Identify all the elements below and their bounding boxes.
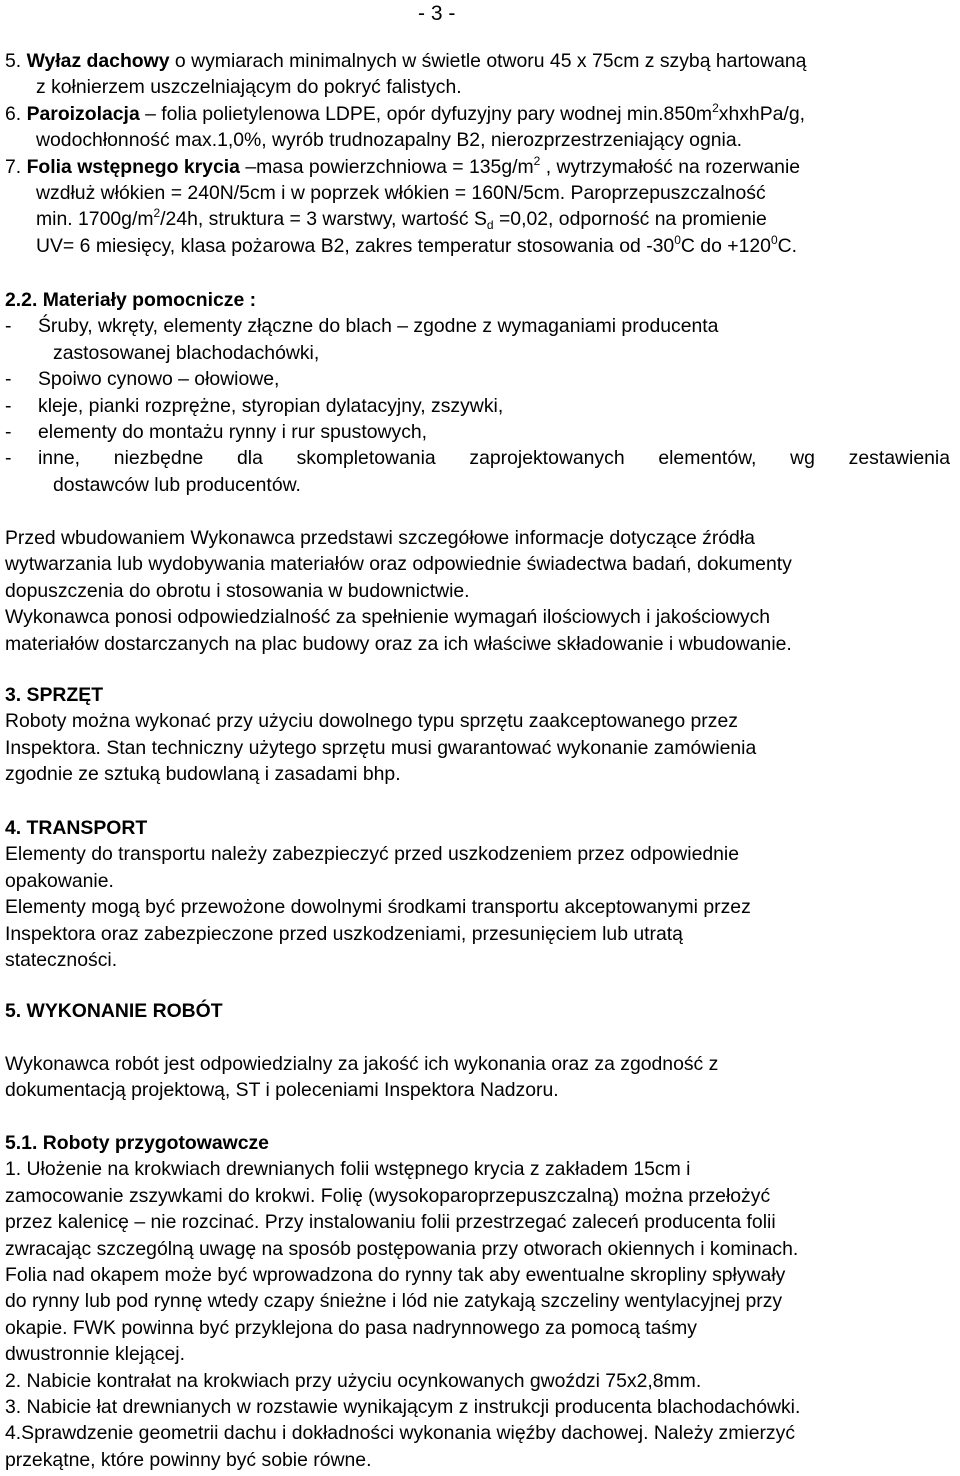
item-text: o wymiarach minimalnych w świetle otworu 45 x 75cm z szybą hartowaną bbox=[169, 50, 807, 72]
item-text: , wytrzymałość na rozerwanie bbox=[540, 155, 801, 178]
text-line: zamocowanie zszywkami do krokwi. Folię (wysokoparoprzepuszczalną) można przełożyć bbox=[5, 1184, 771, 1207]
text-line: do rynny lub pod rynnę wtedy czapy śnieżne i lód nie zatykają szczeliny wentylacyjnej przy bbox=[5, 1290, 783, 1313]
material-list bbox=[5, 48, 950, 259]
item-number: 6. bbox=[5, 102, 27, 125]
list-item-6-cont: wodochłonność max.1,0%, wyrób trudnozapalny B2, nierozprzestrzeniający ognia. bbox=[36, 129, 742, 152]
bullet-item bbox=[5, 313, 950, 339]
section-heading: 5.1. Roboty przygotowawcze bbox=[5, 1132, 269, 1154]
dash-bullet: - bbox=[5, 368, 12, 391]
superscript: 2 bbox=[153, 206, 161, 221]
dash-bullet: - bbox=[5, 394, 12, 417]
dash-bullet: - bbox=[5, 447, 12, 470]
bullet-item-cont: dostawców lub producentów. bbox=[53, 473, 301, 496]
section-transport bbox=[5, 815, 950, 973]
text-line: opakowanie. bbox=[5, 869, 114, 892]
item-number: 7. bbox=[5, 155, 27, 178]
section-works bbox=[5, 998, 950, 1024]
dash-bullet: - bbox=[5, 315, 12, 338]
bullet-item bbox=[5, 366, 950, 392]
text-line: Przed wbudowaniem Wykonawca przedstawi szczegółowe informacje dotyczące źródła bbox=[5, 527, 755, 549]
item-text: /24h, struktura = 3 warstwy, wartość S bbox=[160, 208, 487, 231]
page-number: - 3 - bbox=[418, 2, 456, 25]
text-line: Roboty można wykonać przy użyciu dowolnego typu sprzętu zaakceptowanego przez bbox=[5, 710, 738, 733]
bullet-item bbox=[5, 393, 950, 419]
bullet-text: kleje, pianki rozprężne, styropian dylatacyjny, zszywki, bbox=[38, 394, 504, 417]
text-line: przez kalenicę – nie rozcinać. Przy instalowaniu folii przestrzegać zaleceń producenta folii bbox=[5, 1211, 776, 1234]
superscript: 0 bbox=[674, 232, 681, 247]
section-heading: 4. TRANSPORT bbox=[5, 817, 148, 839]
item-text: UV= 6 miesięcy, klasa pożarowa B2, zakres temperatur stosowania od -30 bbox=[36, 234, 675, 257]
text-line: wytwarzania lub wydobywania materiałów oraz odpowiednie świadectwa badań, dokumenty bbox=[5, 553, 792, 576]
text-line: Wykonawca robót jest odpowiedzialny za jakość ich wykonania oraz za zgodność z bbox=[5, 1053, 719, 1075]
text-line: 1. Ułożenie na krokwiach drewnianych folii wstępnego krycia z zakładem 15cm i bbox=[5, 1158, 691, 1181]
text-line: 2. Nabicie kontrałat na krokwiach przy użyciu ocynkowanych gwoździ 75x2,8mm. bbox=[5, 1369, 702, 1392]
bullet-text: Śruby, wkręty, elementy złączne do blach – zgodne z wymaganiami producenta bbox=[38, 315, 719, 338]
section-works-body bbox=[5, 1051, 950, 1104]
text-line: 3. Nabicie łat drewnianych w rozstawie wynikającym z instrukcji producenta blachodachówki. bbox=[5, 1395, 801, 1418]
text-line: Wykonawca ponosi odpowiedzialność za spełnienie wymagań ilościowych i jakościowych bbox=[5, 606, 771, 629]
item-title: Folia wstępnego krycia bbox=[26, 155, 240, 178]
text-line: Elementy mogą być przewożone dowolnymi środkami transportu akceptowanymi przez bbox=[5, 896, 751, 919]
bullet-item bbox=[5, 445, 950, 471]
superscript: 2 bbox=[712, 100, 719, 115]
paragraph-supplier-info bbox=[5, 525, 950, 657]
list-item-7 bbox=[5, 154, 950, 180]
text-line: stateczności. bbox=[5, 948, 118, 971]
section-heading: 3. SPRZĘT bbox=[5, 684, 104, 706]
bullet-text: Spoiwo cynowo – ołowiowe, bbox=[38, 368, 280, 391]
text-line: Inspektora oraz zabezpieczone przed uszkodzeniami, przesunięciem lub utratą bbox=[5, 922, 683, 945]
bullet-text: elementy do montażu rynny i rur spustowych, bbox=[38, 420, 428, 443]
text-line: Folia nad okapem może być wprowadzona do rynny tak aby ewentualne skropliny spływały bbox=[5, 1263, 786, 1286]
section-equipment bbox=[5, 682, 950, 788]
text-line: przekątne, które powinny być sobie równe. bbox=[5, 1448, 372, 1471]
bullet-item bbox=[5, 419, 950, 445]
text-line: Elementy do transportu należy zabezpieczyć przed uszkodzeniem przez odpowiednie bbox=[5, 843, 740, 866]
section-preparatory-works bbox=[5, 1130, 950, 1473]
text-line: dwustronnie klejącej. bbox=[5, 1343, 185, 1366]
section-auxiliary-materials bbox=[5, 287, 950, 498]
item-title: Wyłaz dachowy bbox=[26, 50, 170, 72]
section-heading: 5. WYKONANIE ROBÓT bbox=[5, 1000, 223, 1022]
list-item-5-cont: z kołnierzem uszczelniającym do pokryć falistych. bbox=[36, 76, 462, 99]
text-line: materiałów dostarczanych na plac budowy oraz za ich właściwe składowanie i wbudowanie. bbox=[5, 632, 792, 655]
bullet-text: inne, niezbędne dla skompletowania zaprojektowanych elementów, wg zestawienia bbox=[38, 447, 950, 470]
superscript: 0 bbox=[770, 232, 778, 247]
section-heading: 2.2. Materiały pomocnicze : bbox=[5, 289, 257, 311]
item-text: min. 1700g/m bbox=[36, 208, 154, 231]
list-item-5 bbox=[5, 48, 950, 74]
text-line: dopuszczenia do obrotu i stosowania w budownictwie. bbox=[5, 579, 470, 602]
item-text: –masa powierzchniowa = 135g/m bbox=[239, 155, 534, 178]
text-line: zgodnie ze sztuką budowlaną i zasadami bhp. bbox=[5, 763, 401, 786]
list-item-7-line4 bbox=[5, 233, 950, 259]
list-item-6 bbox=[5, 101, 950, 127]
text-line: zwracając szczególną uwagę na sposób postępowania przy otworach okiennych i kominach. bbox=[5, 1237, 799, 1260]
superscript: 2 bbox=[533, 153, 541, 168]
item-title: Paroizolacja bbox=[26, 102, 140, 125]
list-item-7-line2: wzdłuż włókien = 240N/5cm i w poprzek włókien = 160N/5cm. Paroprzepuszczalność bbox=[36, 181, 766, 204]
text-line: dokumentacją projektową, ST i poleceniami Inspektora Nadzoru. bbox=[5, 1079, 559, 1102]
item-number: 5. bbox=[5, 50, 27, 72]
subscript: d bbox=[486, 218, 494, 233]
item-text: – folia polietylenowa LDPE, opór dyfuzyjny pary wodnej min.850m bbox=[139, 102, 713, 125]
item-text: C do +120 bbox=[680, 234, 771, 257]
dash-bullet: - bbox=[5, 420, 12, 443]
text-line: Inspektora. Stan techniczny użytego sprzętu musi gwarantować wykonanie zamówienia bbox=[5, 736, 757, 759]
list-item-7-line3 bbox=[5, 206, 950, 232]
text-line: 4.Sprawdzenie geometrii dachu i dokładności wykonania więźby dachowej. Należy zmierzyć bbox=[5, 1422, 796, 1445]
item-text: C. bbox=[777, 234, 798, 257]
bullet-item-cont: zastosowanej blachodachówki, bbox=[53, 341, 320, 364]
item-text: xhxhPa/g, bbox=[718, 102, 805, 125]
item-text: =0,02, odporność na promienie bbox=[493, 208, 767, 231]
text-line: okapie. FWK powinna być przyklejona do pasa nadrynnowego za pomocą taśmy bbox=[5, 1316, 697, 1339]
